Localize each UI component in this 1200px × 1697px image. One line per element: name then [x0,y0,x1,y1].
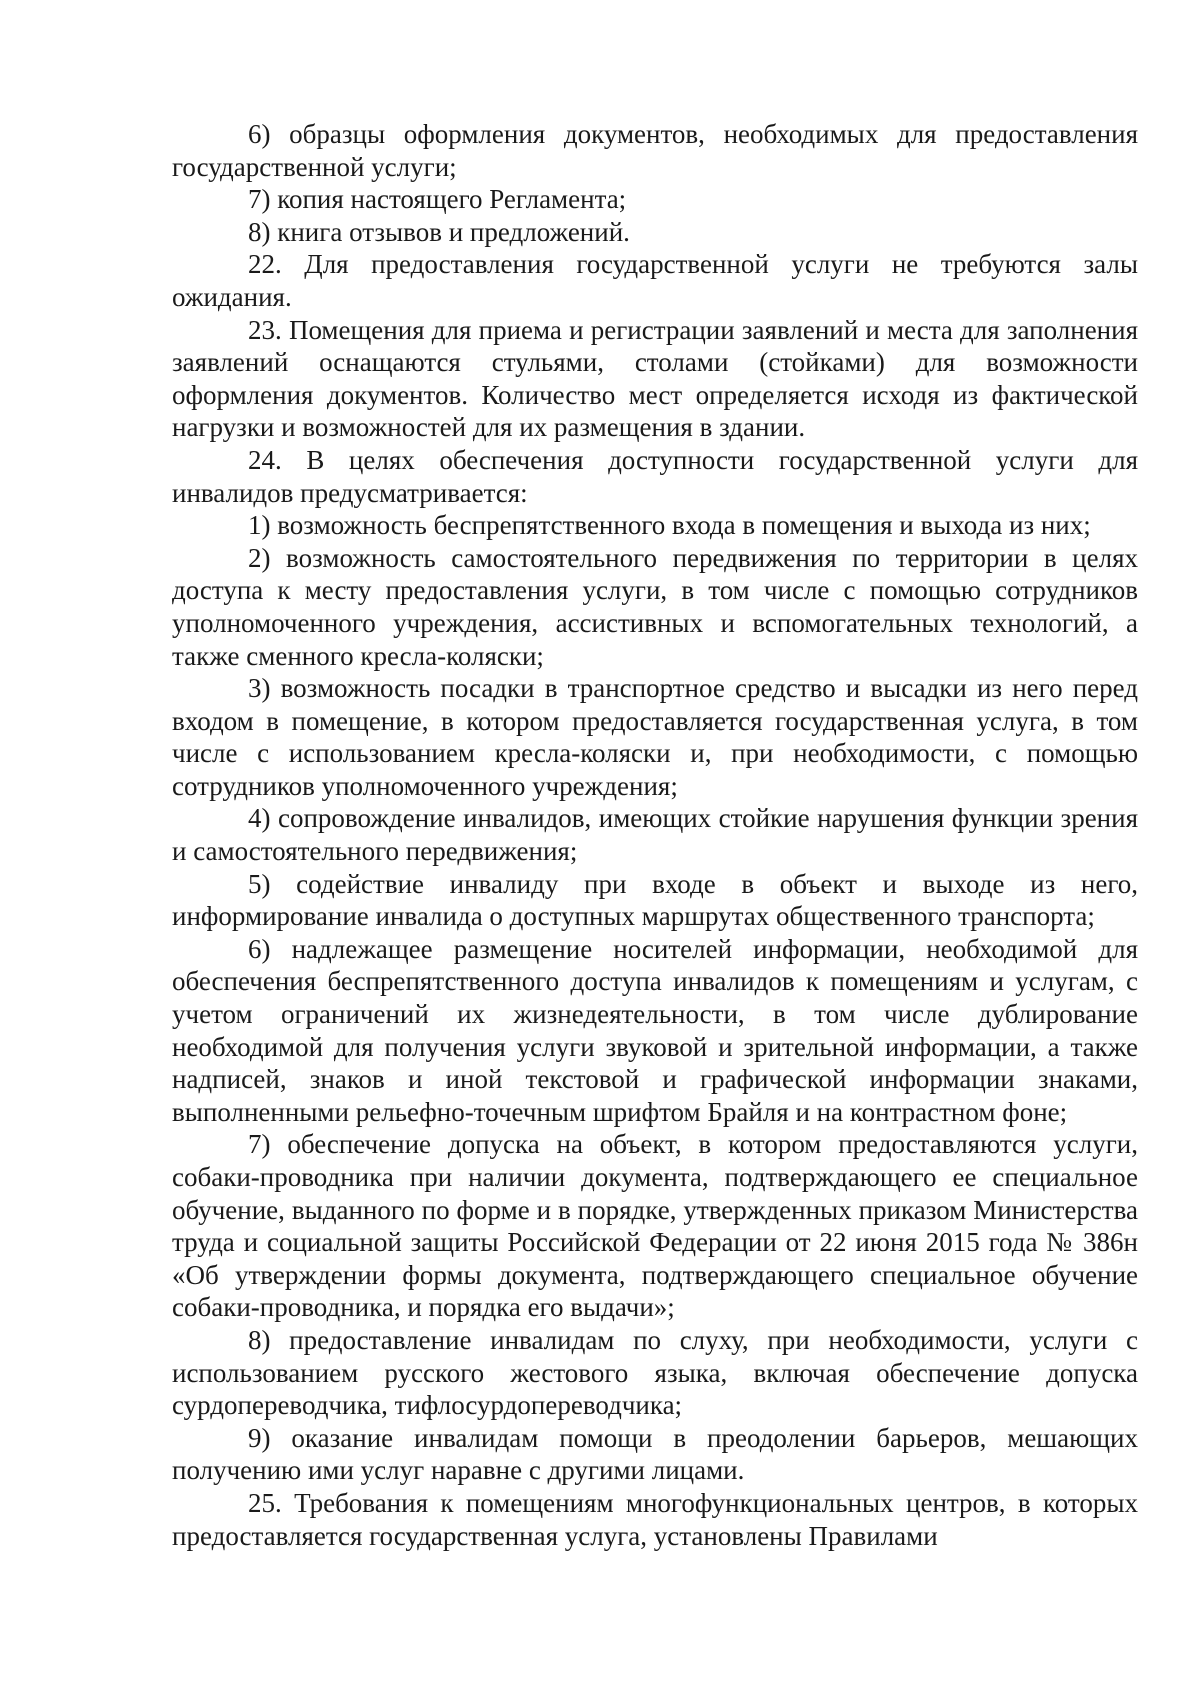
paragraph-24-item-8: 8) предоставление инвалидам по слуху, при необходимости, услуги с использованием русского жестового языка, включая обеспечение допуска сурдопереводчика, тифлосурдопереводчика; [172,1324,1138,1421]
paragraph-24-item-5: 5) содействие инвалиду при входе в объект и выходе из него, информирование инвалида о доступных маршрутах общественного транспорта; [172,868,1138,932]
paragraph-24-item-3: 3) возможность посадки в транспортное средство и высадки из него перед входом в помещение, в котором предоставляется государственная услуга, в том числе с использованием кресла-коляски и, при необходимости, с помощью сотрудников уполномоченного учреждения; [172,673,1138,801]
paragraph-24-item-1: 1) возможность беспрепятственного входа в помещения и выхода из них; [248,510,1091,541]
paragraph-24-accessibility: 24. В целях обеспечения доступности государственной услуги для инвалидов предусматривается: [172,444,1138,508]
paragraph-item-6-samples: 6) образцы оформления документов, необходимых для предоставления государственной услуги; [172,119,1138,182]
paragraph-22-waiting-halls: 22. Для предоставления государственной услуги не требуются залы ожидания. [172,249,1138,312]
paragraph-24-item-9: 9) оказание инвалидам помощи в преодолении барьеров, мешающих получению ими услуг наравне с другими лицами. [172,1422,1138,1486]
paragraph-25-mfc-requirements: 25. Требования к помещениям многофункциональных центров, в которых предоставляется государственная услуга, установлены Правилами [172,1487,1138,1551]
document-body [172,118,1138,1552]
paragraph-23-premises-equipment: 23. Помещения для приема и регистрации заявлений и места для заполнения заявлений оснащаются стульями, столами (стойками) для возможности оформления документов. Количество мест определяется исходя из фактической нагрузки и возможностей для их размещения в здании. [172,314,1138,443]
paragraph-24-item-7: 7) обеспечение допуска на объект, в котором предоставляются услуги, собаки-проводника при наличии документа, подтверждающего ее специальное обучение, выданного по форме и в порядке, утвержденных приказом Министерства труда и социальной защиты Российской Федерации от 22 июня 2015 года № 386н «Об утверждении формы документа, подтверждающего специальное обучение собаки-проводника, и порядка его выдачи»; [172,1129,1138,1323]
paragraph-24-item-2: 2) возможность самостоятельного передвижения по территории в целях доступа к месту предоставления услуги, в том числе с помощью сотрудников уполномоченного учреждения, ассистивных и вспомогательных технологий, а также сменного кресла-коляски; [172,542,1138,671]
paragraph-24-item-4: 4) сопровождение инвалидов, имеющих стойкие нарушения функции зрения и самостоятельного передвижения; [172,803,1138,867]
paragraph-item-7-regulation-copy: 7) копия настоящего Регламента; [248,184,627,215]
paragraph-item-8-feedback-book: 8) книга отзывов и предложений. [248,216,630,247]
paragraph-24-item-6: 6) надлежащее размещение носителей информации, необходимой для обеспечения беспрепятственного доступа инвалидов к помещениям и услугам, с учетом ограничений их жизнедеятельности, в том числе дублирование необходимой для получения услуги звуковой и зрительной информации, а также надписей, знаков и иной текстовой и графической информации знаками, выполненными рельефно-точечным шрифтом Брайля и на контрастном фоне; [172,933,1138,1127]
